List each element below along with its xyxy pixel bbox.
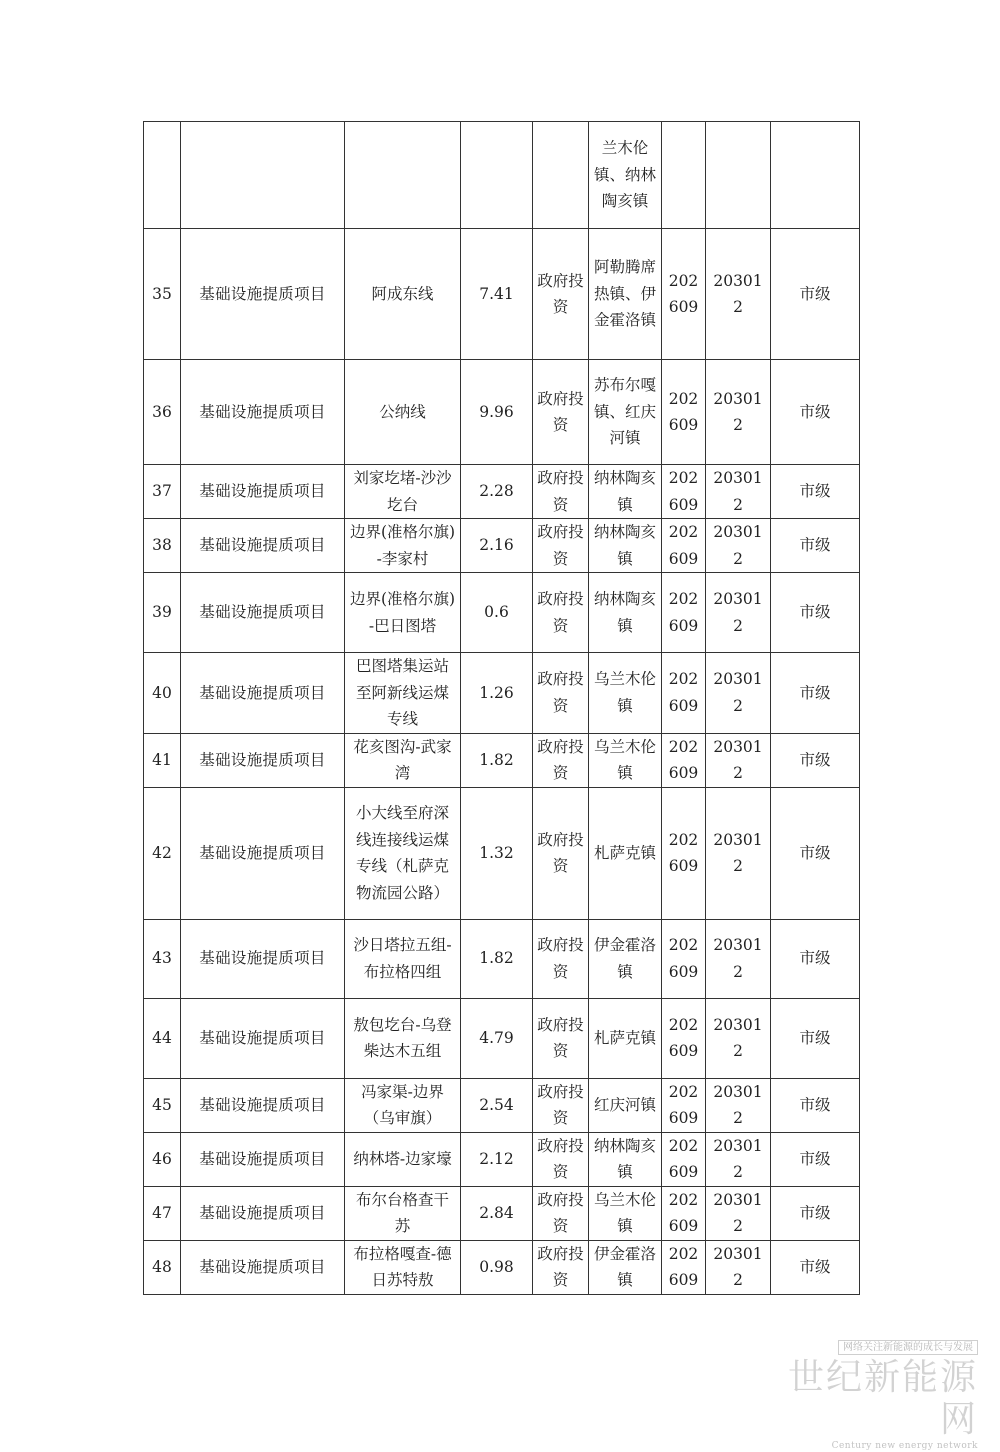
cell-level: 市级 xyxy=(771,1240,860,1294)
project-table xyxy=(143,121,860,1295)
table-row xyxy=(144,1240,860,1294)
watermark-brand-en: Century new energy network xyxy=(831,1441,978,1451)
cell-category: 基础设施提质项目 xyxy=(181,1186,345,1240)
cell-level: 市级 xyxy=(771,653,860,734)
cell-project-name: 边界(准格尔旗)-巴日图塔 xyxy=(345,573,461,653)
table-row xyxy=(144,1132,860,1186)
cell-number: 44 xyxy=(144,998,181,1078)
cell-end-date: 203012 xyxy=(706,519,771,573)
cell-start-date: 202609 xyxy=(662,998,706,1078)
cell-location: 纳林陶亥镇 xyxy=(589,573,662,653)
cell-funding: 政府投资 xyxy=(533,573,589,653)
table-row xyxy=(144,519,860,573)
cell-end-date: 203012 xyxy=(706,360,771,465)
cell-funding: 政府投资 xyxy=(533,919,589,998)
cell-end-date: 203012 xyxy=(706,1078,771,1132)
cell-number: 38 xyxy=(144,519,181,573)
cell-level: 市级 xyxy=(771,919,860,998)
cell-amount: 0.6 xyxy=(461,573,533,653)
cell-level: 市级 xyxy=(771,733,860,787)
cell-amount: 1.82 xyxy=(461,733,533,787)
cell-funding: 政府投资 xyxy=(533,733,589,787)
cell-category: 基础设施提质项目 xyxy=(181,998,345,1078)
cell-category: 基础设施提质项目 xyxy=(181,1132,345,1186)
cell-start-date: 202609 xyxy=(662,465,706,519)
watermark xyxy=(758,1335,978,1452)
cell-level: 市级 xyxy=(771,787,860,919)
cell-level: 市级 xyxy=(771,229,860,360)
cell-project-name: 纳林塔-边家壕 xyxy=(345,1132,461,1186)
watermark-brand: 世纪新能源网 xyxy=(787,1357,978,1440)
cell-number: 40 xyxy=(144,653,181,734)
cell-number: 45 xyxy=(144,1078,181,1132)
cell-location: 札萨克镇 xyxy=(589,787,662,919)
cell-start-date xyxy=(662,122,706,229)
table-row xyxy=(144,229,860,360)
cell-end-date xyxy=(706,122,771,229)
table-row xyxy=(144,998,860,1078)
cell-funding: 政府投资 xyxy=(533,1078,589,1132)
cell-funding: 政府投资 xyxy=(533,787,589,919)
table-row xyxy=(144,1078,860,1132)
cell-start-date: 202609 xyxy=(662,573,706,653)
cell-end-date: 203012 xyxy=(706,1132,771,1186)
cell-category: 基础设施提质项目 xyxy=(181,1240,345,1294)
cell-amount: 1.82 xyxy=(461,919,533,998)
cell-number: 39 xyxy=(144,573,181,653)
cell-project-name: 刘家圪堵-沙沙圪台 xyxy=(345,465,461,519)
cell-number: 47 xyxy=(144,1186,181,1240)
cell-level: 市级 xyxy=(771,519,860,573)
cell-start-date: 202609 xyxy=(662,1240,706,1294)
project-table-page xyxy=(143,121,860,1295)
cell-project-name: 布拉格嘎查-德日苏特敖 xyxy=(345,1240,461,1294)
cell-funding xyxy=(533,122,589,229)
cell-amount: 7.41 xyxy=(461,229,533,360)
cell-level: 市级 xyxy=(771,1186,860,1240)
cell-category: 基础设施提质项目 xyxy=(181,653,345,734)
cell-level: 市级 xyxy=(771,360,860,465)
cell-funding: 政府投资 xyxy=(533,229,589,360)
cell-location: 乌兰木伦镇 xyxy=(589,653,662,734)
cell-location: 伊金霍洛镇 xyxy=(589,1240,662,1294)
cell-end-date: 203012 xyxy=(706,733,771,787)
table-row xyxy=(144,787,860,919)
cell-category xyxy=(181,122,345,229)
cell-start-date: 202609 xyxy=(662,229,706,360)
cell-funding: 政府投资 xyxy=(533,653,589,734)
cell-funding: 政府投资 xyxy=(533,1240,589,1294)
cell-category: 基础设施提质项目 xyxy=(181,1078,345,1132)
cell-location: 兰木伦镇、纳林陶亥镇 xyxy=(589,122,662,229)
cell-amount: 1.32 xyxy=(461,787,533,919)
cell-amount: 2.84 xyxy=(461,1186,533,1240)
table-row xyxy=(144,360,860,465)
cell-category: 基础设施提质项目 xyxy=(181,787,345,919)
cell-location: 纳林陶亥镇 xyxy=(589,519,662,573)
cell-end-date: 203012 xyxy=(706,465,771,519)
table-row xyxy=(144,919,860,998)
cell-funding: 政府投资 xyxy=(533,519,589,573)
cell-amount: 2.28 xyxy=(461,465,533,519)
cell-category: 基础设施提质项目 xyxy=(181,919,345,998)
cell-location: 苏布尔嘎镇、红庆河镇 xyxy=(589,360,662,465)
cell-start-date: 202609 xyxy=(662,733,706,787)
cell-number: 42 xyxy=(144,787,181,919)
cell-start-date: 202609 xyxy=(662,360,706,465)
cell-number: 36 xyxy=(144,360,181,465)
cell-category: 基础设施提质项目 xyxy=(181,573,345,653)
cell-number: 35 xyxy=(144,229,181,360)
cell-category: 基础设施提质项目 xyxy=(181,360,345,465)
cell-project-name: 边界(准格尔旗)-李家村 xyxy=(345,519,461,573)
cell-level: 市级 xyxy=(771,1132,860,1186)
cell-category: 基础设施提质项目 xyxy=(181,465,345,519)
cell-level: 市级 xyxy=(771,465,860,519)
cell-start-date: 202609 xyxy=(662,1132,706,1186)
cell-location: 纳林陶亥镇 xyxy=(589,465,662,519)
cell-location: 乌兰木伦镇 xyxy=(589,1186,662,1240)
cell-number: 46 xyxy=(144,1132,181,1186)
cell-level xyxy=(771,122,860,229)
cell-start-date: 202609 xyxy=(662,787,706,919)
cell-funding: 政府投资 xyxy=(533,998,589,1078)
cell-funding: 政府投资 xyxy=(533,465,589,519)
table-row xyxy=(144,573,860,653)
cell-location: 阿勒腾席热镇、伊金霍洛镇 xyxy=(589,229,662,360)
cell-end-date: 203012 xyxy=(706,1186,771,1240)
cell-start-date: 202609 xyxy=(662,1078,706,1132)
cell-end-date: 203012 xyxy=(706,653,771,734)
cell-end-date: 203012 xyxy=(706,229,771,360)
cell-number: 48 xyxy=(144,1240,181,1294)
cell-end-date: 203012 xyxy=(706,919,771,998)
cell-number: 37 xyxy=(144,465,181,519)
cell-end-date: 203012 xyxy=(706,1240,771,1294)
cell-amount: 1.26 xyxy=(461,653,533,734)
cell-funding: 政府投资 xyxy=(533,360,589,465)
cell-funding: 政府投资 xyxy=(533,1132,589,1186)
cell-start-date: 202609 xyxy=(662,519,706,573)
cell-amount xyxy=(461,122,533,229)
cell-amount: 2.16 xyxy=(461,519,533,573)
cell-location: 乌兰木伦镇 xyxy=(589,733,662,787)
table-row xyxy=(144,1186,860,1240)
cell-level: 市级 xyxy=(771,573,860,653)
cell-location: 纳林陶亥镇 xyxy=(589,1132,662,1186)
cell-category: 基础设施提质项目 xyxy=(181,519,345,573)
cell-number xyxy=(144,122,181,229)
cell-project-name: 沙日塔拉五组-布拉格四组 xyxy=(345,919,461,998)
cell-amount: 4.79 xyxy=(461,998,533,1078)
cell-project-name: 小大线至府深线连接线运煤专线（札萨克物流园公路） xyxy=(345,787,461,919)
cell-number: 43 xyxy=(144,919,181,998)
cell-end-date: 203012 xyxy=(706,787,771,919)
cell-project-name: 布尔台格查干苏 xyxy=(345,1186,461,1240)
table-row xyxy=(144,733,860,787)
cell-project-name: 花亥图沟-武家湾 xyxy=(345,733,461,787)
cell-level: 市级 xyxy=(771,1078,860,1132)
cell-project-name: 敖包圪台-乌登柴达木五组 xyxy=(345,998,461,1078)
cell-funding: 政府投资 xyxy=(533,1186,589,1240)
cell-amount: 2.54 xyxy=(461,1078,533,1132)
cell-start-date: 202609 xyxy=(662,1186,706,1240)
cell-level: 市级 xyxy=(771,998,860,1078)
cell-start-date: 202609 xyxy=(662,653,706,734)
table-row xyxy=(144,653,860,734)
cell-number: 41 xyxy=(144,733,181,787)
cell-category: 基础设施提质项目 xyxy=(181,733,345,787)
cell-end-date: 203012 xyxy=(706,573,771,653)
cell-amount: 0.98 xyxy=(461,1240,533,1294)
watermark-tagline: 网络关注新能源的成长与发展 xyxy=(838,1340,978,1355)
cell-project-name xyxy=(345,122,461,229)
table-body xyxy=(144,122,860,1295)
table-row xyxy=(144,465,860,519)
cell-project-name: 阿成东线 xyxy=(345,229,461,360)
cell-start-date: 202609 xyxy=(662,919,706,998)
cell-amount: 2.12 xyxy=(461,1132,533,1186)
cell-location: 札萨克镇 xyxy=(589,998,662,1078)
cell-project-name: 冯家渠-边界（乌审旗） xyxy=(345,1078,461,1132)
cell-amount: 9.96 xyxy=(461,360,533,465)
table-row xyxy=(144,122,860,229)
cell-location: 伊金霍洛镇 xyxy=(589,919,662,998)
cell-project-name: 巴图塔集运站至阿新线运煤专线 xyxy=(345,653,461,734)
cell-project-name: 公纳线 xyxy=(345,360,461,465)
cell-category: 基础设施提质项目 xyxy=(181,229,345,360)
cell-location: 红庆河镇 xyxy=(589,1078,662,1132)
cell-end-date: 203012 xyxy=(706,998,771,1078)
